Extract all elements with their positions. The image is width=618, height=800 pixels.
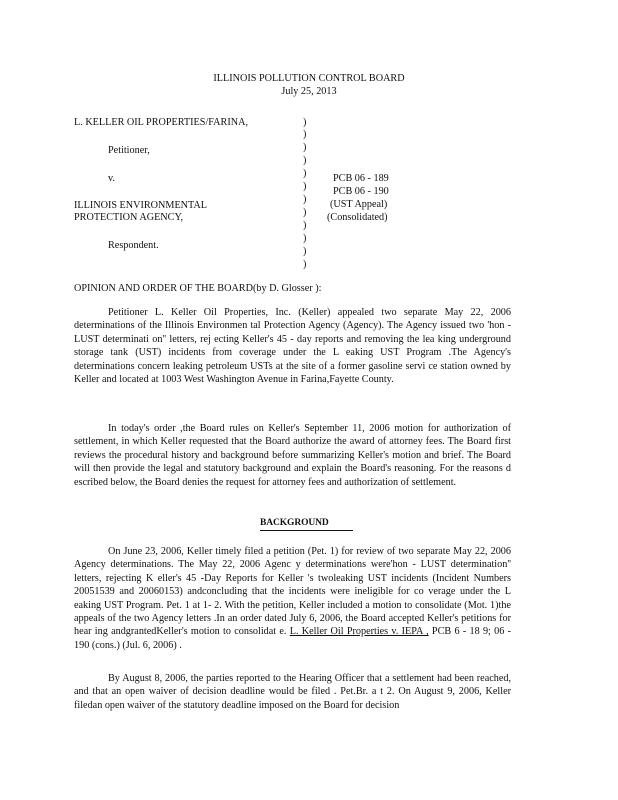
caption-paren: ) (303, 129, 307, 140)
versus-label: v. (108, 173, 115, 184)
paragraph-text-post: PCB 6 - 18 9; 06 - 190 (cons.) (Jul. 6, 2006) . (74, 626, 512, 651)
respondent-line-2: PROTECTION AGENCY, (74, 212, 184, 223)
board-title: ILLINOIS POLLUTION CONTROL BOARD (213, 73, 405, 84)
paragraph-text: Petitioner L. Keller Oil Properties, Inc. (Keller) appealed two separate May 22, 2006 determinations of the Illinois Environmen tal Protection Agency (Agency). The Agency issued two 'hon -LUST determinati on'' letters, rej ecting Keller's 45 - day reports and removing the lea king underground storage tank (UST) incidents from coverage under the L eaking UST Program .The Agency's determinations concern leaking petroleum USTs at the site of a former gasoline servi ce station owned by Keller and located at 1003 West Washington Avenue in Farina,Fayette County. (74, 307, 511, 386)
paragraph-text (74, 545, 511, 652)
case-number-2: PCB 06 - 190 (333, 186, 389, 197)
caption-paren: ) (303, 181, 307, 192)
caption-paren: ) (303, 207, 307, 218)
caption-paren: ) (303, 168, 307, 179)
background-heading: BACKGROUND (260, 518, 329, 528)
opinion-heading: OPINION AND ORDER OF THE BOARD(by D. Glosser ): (74, 283, 322, 294)
respondent-label: Respondent. (108, 240, 159, 251)
caption-paren: ) (303, 246, 307, 257)
paragraph-3 (74, 545, 511, 652)
heading-underline (260, 530, 353, 531)
petitioner-label: Petitioner, (108, 145, 150, 156)
respondent-line-1: ILLINOIS ENVIRONMENTAL (74, 200, 208, 211)
caption-paren: ) (303, 259, 307, 270)
caption-paren: ) (303, 194, 307, 205)
paragraph-text: In today's order ,the Board rules on Keller's September 11, 2006 motion for authorization of settlement, in which Keller requested that the Board authorize the award of attorney fees. The Board first reviews the procedural history and background before summarizing Keller's motion and brief. The Board will then provide the legal and statutory background and explain the Board's reasoning. For the reasons d escribed below, the Board denies the request for attorney fees and authorization of settlement. (74, 423, 511, 488)
document-date: July 25, 2013 (281, 86, 337, 97)
caption-paren: ) (303, 117, 307, 128)
caption-paren: ) (303, 155, 307, 166)
consolidated-label: (Consolidated) (327, 212, 388, 223)
paragraph-text-pre: On June 23, 2006, Keller timely filed a petition (Pet. 1) for review of two separate May 22, 2006 Agency determinations. The May 22, 2006 Agenc y determinations were'hon - LUST determination'' letters, rejecting K eller's 45 -Day Reports for Keller 's twoleaking UST incidents (Incident Numbers 20051539 and 20060153) andconcluding that the incidents were ineligible for co verage under the L eaking UST Program. Pet. 1 at 1- 2. With the petition, Keller included a motion to consolidate (Mot. 1)the appeals of the two Agency letters .In an order dated July 6, 2006, the Board accepted Keller's petitions for hear ing andgrantedKeller's motion to consolidat e. (74, 546, 511, 638)
case-type: (UST Appeal) (330, 199, 388, 210)
paragraph-text: By August 8, 2006, the parties reported to the Hearing Officer that a settlement had been reached, and that an open waiver of decision deadline would be filed . Pet.Br. a t 2. On August 9, 2006, Keller filedan open waiver of the statutory deadline imposed on the Board for decision (74, 673, 511, 711)
case-citation: L. Keller Oil Properties v. IEPA , (289, 626, 429, 638)
caption-paren: ) (303, 142, 307, 153)
petitioner-name: L. KELLER OIL PROPERTIES/FARINA, (74, 117, 248, 128)
paragraph-4 (74, 672, 511, 712)
case-number-1: PCB 06 - 189 (333, 173, 389, 184)
caption-paren: ) (303, 220, 307, 231)
paragraph-2 (74, 422, 511, 489)
paragraph-1 (74, 306, 511, 386)
caption-paren: ) (303, 233, 307, 244)
